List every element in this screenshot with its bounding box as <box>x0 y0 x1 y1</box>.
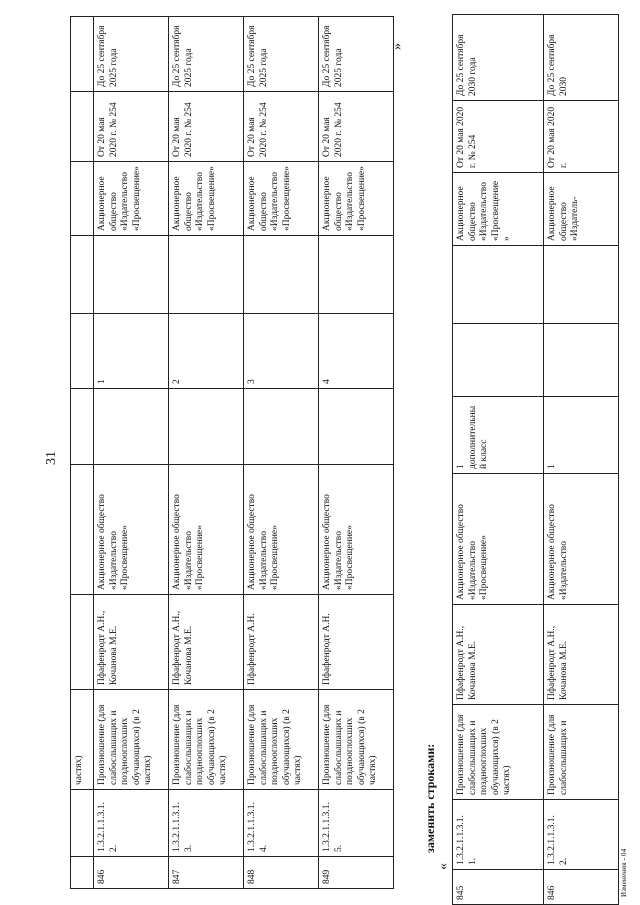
cell-num: 846 <box>544 870 619 905</box>
cell-num: 845 <box>453 870 544 905</box>
cell-extra <box>319 236 394 314</box>
table-row <box>71 17 94 889</box>
cell-order: От 20 мая 2020 г. № 254 <box>319 92 394 162</box>
cell-publisher: Акционерное общество «Издательство «Просвещение» <box>169 465 244 595</box>
cell-extra <box>544 246 619 324</box>
cell-empty <box>453 324 544 397</box>
cell-order: От 20 мая 2020 г. № 254 <box>94 92 169 162</box>
cell-code: 1.3.2.1.1.3.1. 2. <box>544 800 619 870</box>
cell-authors: Пфафенродт А.Н., Кочанова М.Е. <box>453 605 544 705</box>
cell-grade: 4 <box>319 314 394 389</box>
cell-num: 846 <box>94 857 169 889</box>
opening-quote: « <box>436 863 451 870</box>
cell-empty <box>544 324 619 397</box>
table-row <box>453 15 544 905</box>
cell-authors: Пфафенродт А.Н., Кочанова М.Е. <box>169 595 244 690</box>
table-row <box>94 17 169 889</box>
cell-publisher-2: Акционерное общество «Издательство «Просвещение» <box>169 162 244 236</box>
cell-code: 1.3.2.1.1.3.1. 3. <box>169 790 244 857</box>
cell-num: 848 <box>244 857 319 889</box>
cell-until: До 25 сентября 2025 года <box>169 17 244 92</box>
cell-code: 1.3.2.1.1.3.1. 2. <box>94 790 169 857</box>
cell-grade: 1 <box>544 397 619 474</box>
cell-extra <box>94 236 169 314</box>
page-footer: Изменения - 04 <box>620 848 628 897</box>
cell-extra <box>244 236 319 314</box>
table-row <box>544 15 619 905</box>
cell-name: Произношение (для слабослышащих и <box>544 705 619 800</box>
cell-name: Произношение (для слабослышащих и позднооглохших обучающихся) (в 2 частях) <box>169 690 244 790</box>
cell-order: От 20 мая 2020 г. № 254 <box>169 92 244 162</box>
cell-until: До 25 сентября 2025 года <box>319 17 394 92</box>
cell-until: До 25 сентября 2025 года <box>244 17 319 92</box>
replace-instruction: заменить строками: <box>423 743 437 853</box>
replacement-table <box>452 14 619 905</box>
cell-code: 1.3.2.1.1.3.1. 5. <box>319 790 394 857</box>
cell-authors: Пфафенродт А.Н. <box>319 595 394 690</box>
cell-order: От 20 мая 2020 г. <box>544 101 619 173</box>
cell-grade: 2 <box>169 314 244 389</box>
cell-extra <box>169 236 244 314</box>
cell-num: 849 <box>319 857 394 889</box>
cell-publisher-2: Акционерное общество «Издательство «Просвещение» <box>453 173 544 246</box>
cell-publisher: Акционерное общество «Издательство «Просвещение» <box>94 465 169 595</box>
cell-publisher-2: Акционерное общество «Издательство «Просвещение» <box>319 162 394 236</box>
cell-name: Произношение (для слабослышащих и позднооглохших обучающихся) (в 2 частях) <box>319 690 394 790</box>
cell-publisher: Акционерное общество «Издательство «Просвещение» <box>244 465 319 595</box>
cell-empty <box>94 389 169 465</box>
cell-publisher: Акционерное общество «Издательство «Просвещение» <box>319 465 394 595</box>
table-row <box>169 17 244 889</box>
cell-name: Произношение (для слабослышащих и позднооглохших обучающихся) (в 2 частях) <box>94 690 169 790</box>
closing-quote: » <box>390 43 405 50</box>
cell-empty <box>169 389 244 465</box>
upper-table <box>70 16 394 889</box>
cell-until: До 25 сентября 2030 года <box>453 15 544 101</box>
cell-code: 1.3.2.1.1.3.1. 4. <box>244 790 319 857</box>
cell-extra <box>453 246 544 324</box>
cell-order: От 20 мая 2020 г. № 254 <box>244 92 319 162</box>
cell-empty <box>244 389 319 465</box>
cell-until: До 25 сентября 2030 <box>544 15 619 101</box>
table-row <box>244 17 319 889</box>
cell-grade: 1 дополнительный класс <box>453 397 544 474</box>
cell-name: Произношение (для слабослышащих и позднооглохших обучающихся) (в 2 частях) <box>453 705 544 800</box>
cell-publisher: Акционерное общество «Издательство «Просвещение» <box>453 474 544 605</box>
cell-authors: Пфафенродт А.Н. <box>244 595 319 690</box>
cell-publisher-2: Акционерное общество «Издатель- <box>544 173 619 246</box>
cell-grade: 1 <box>94 314 169 389</box>
cell-grade: 3 <box>244 314 319 389</box>
cell-order: От 20 мая 2020 г. № 254 <box>453 101 544 173</box>
page-number: 31 <box>44 451 59 465</box>
cell-publisher-2: Акционерное общество «Издательство «Просвещение» <box>94 162 169 236</box>
cell-authors: Пфафенродт А.Н., Кочанова М.Е. <box>544 605 619 705</box>
cell-code: 1.3.2.1.1.3.1. 1. <box>453 800 544 870</box>
cell-until: До 25 сентября 2025 года <box>94 17 169 92</box>
cell-empty <box>319 389 394 465</box>
cell-name: частях) <box>71 690 94 790</box>
cell-publisher: Акционерное общество «Издательство <box>544 474 619 605</box>
cell-name: Произношение (для слабослышащих и позднооглохших обучающихся) (в 2 частях) <box>244 690 319 790</box>
table-row <box>319 17 394 889</box>
cell-publisher-2: Акционерное общество «Издательство «Просвещение» <box>244 162 319 236</box>
cell-num: 847 <box>169 857 244 889</box>
cell-authors: Пфафенродт А.Н., Кочанова М.Е. <box>94 595 169 690</box>
